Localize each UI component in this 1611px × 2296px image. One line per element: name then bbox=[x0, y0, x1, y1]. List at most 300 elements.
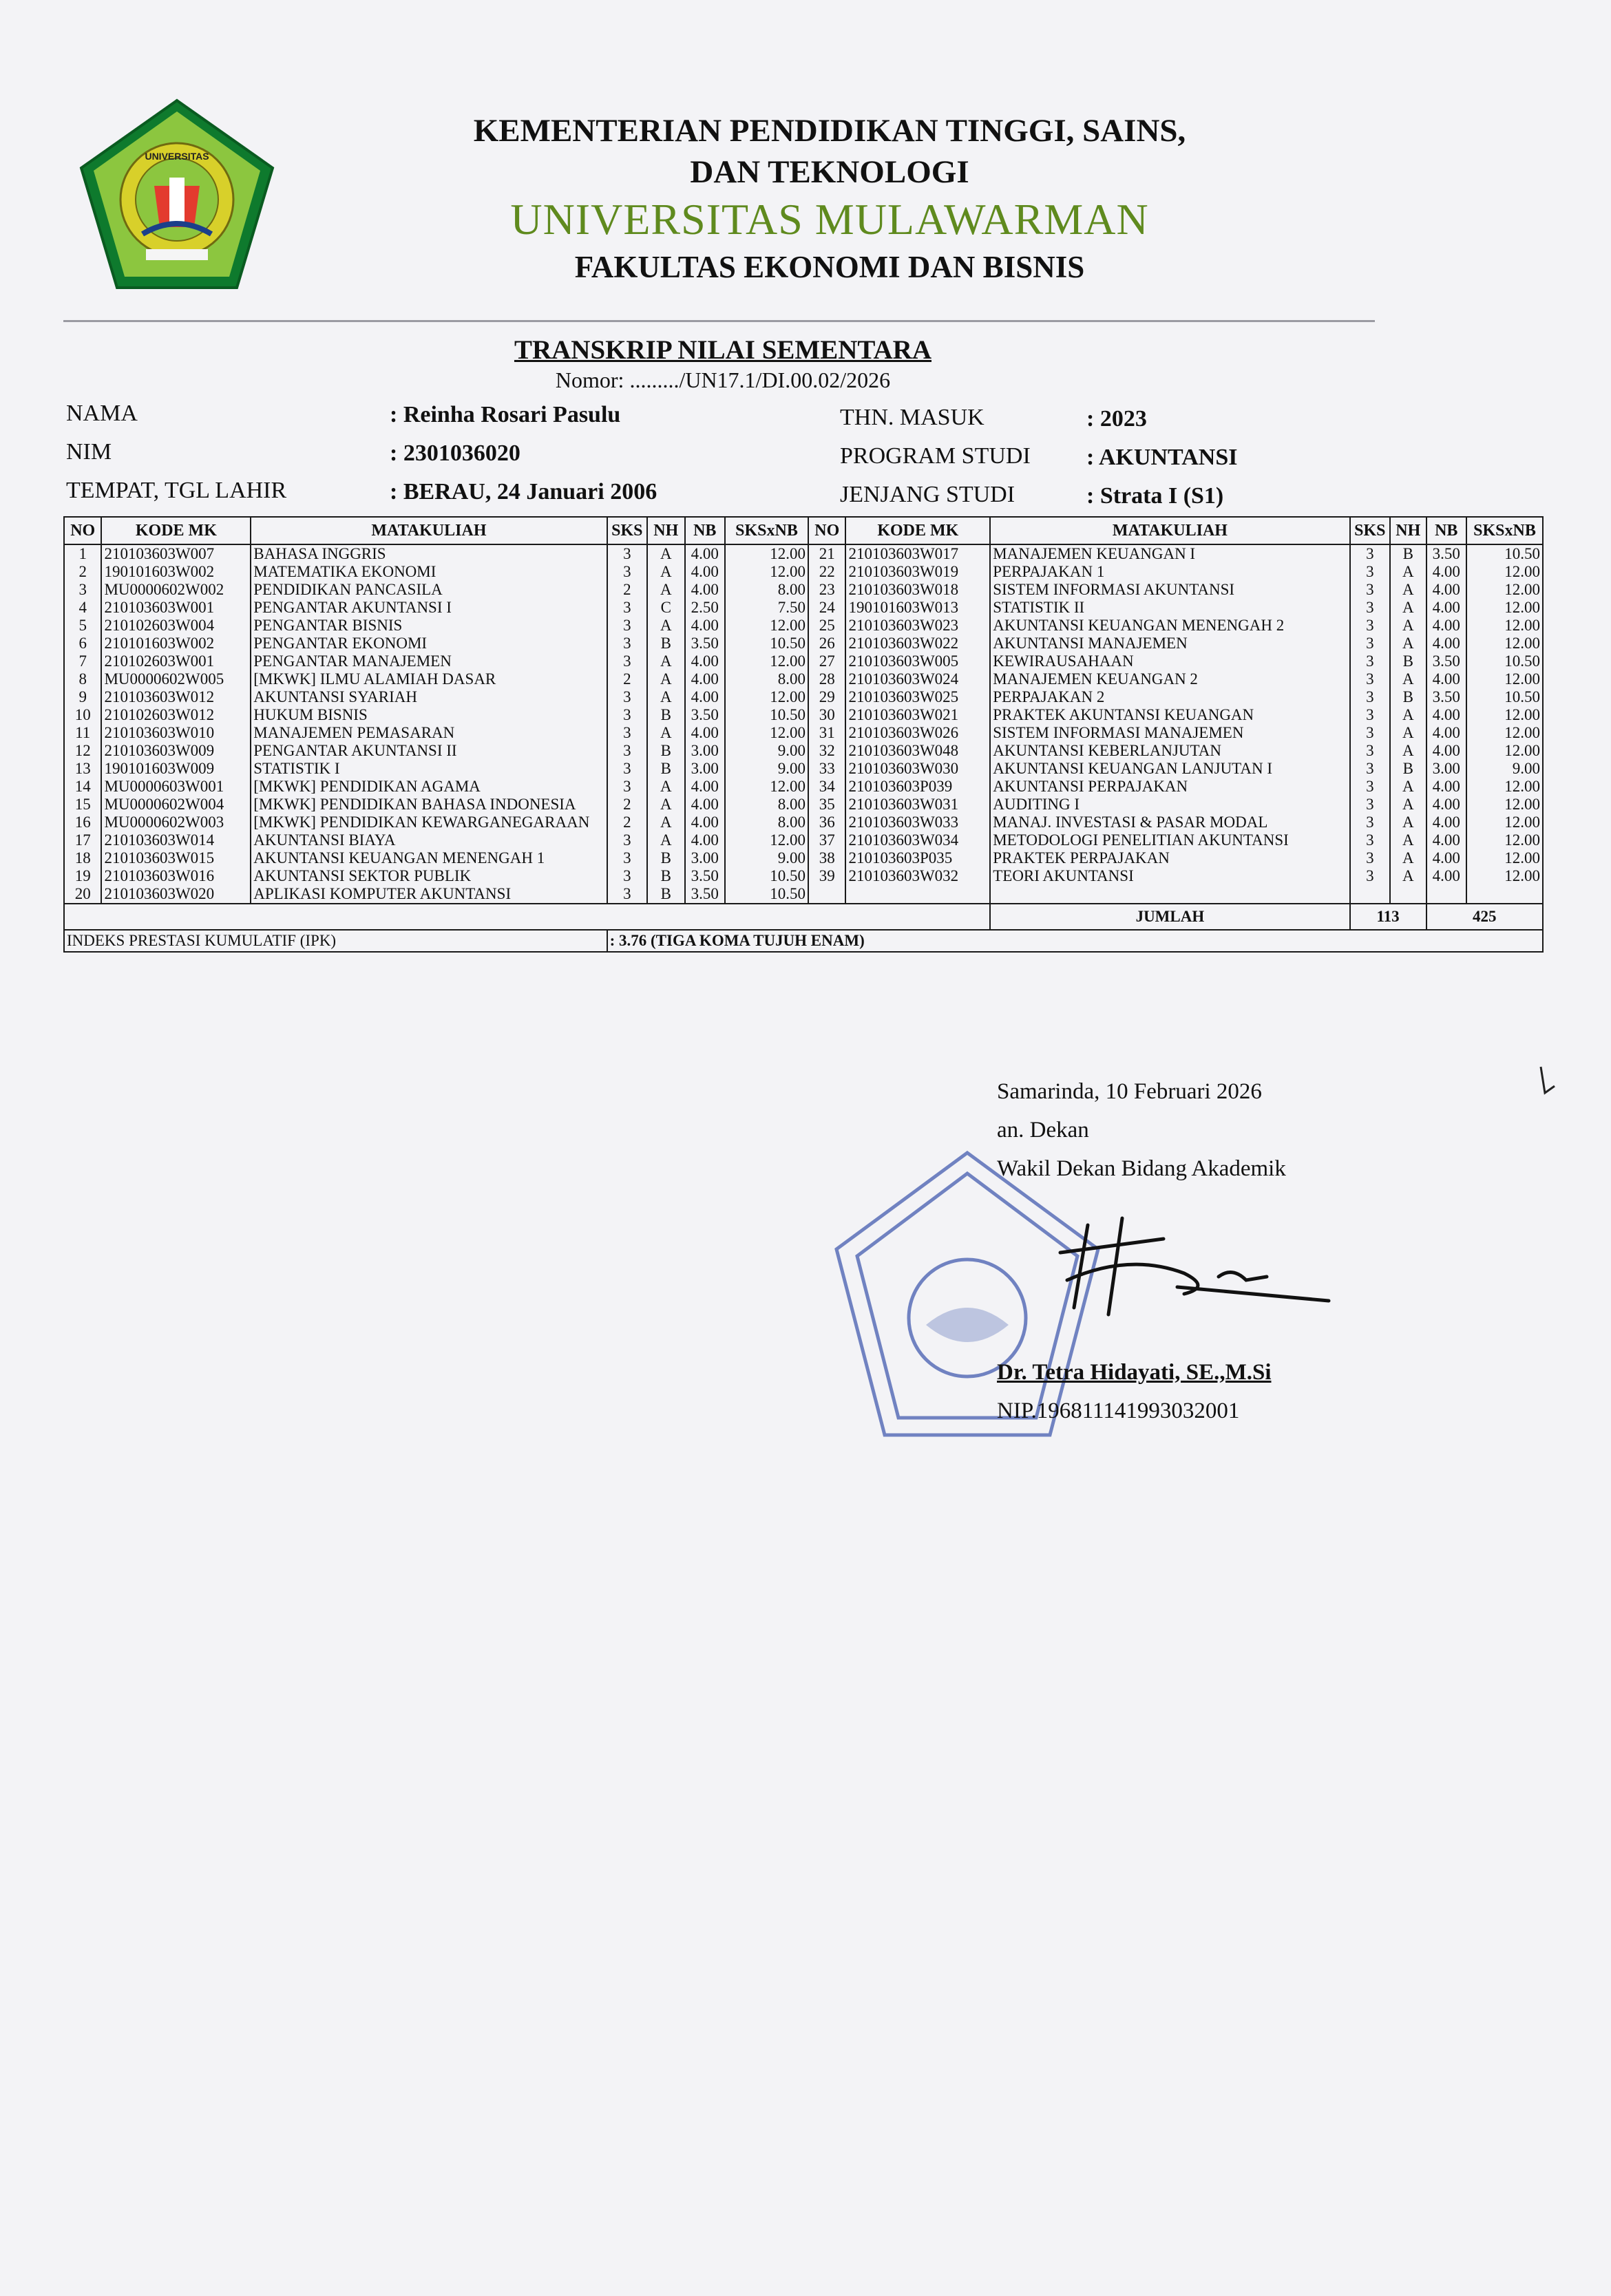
row-no: 19 bbox=[64, 867, 101, 885]
course-name: [MKWK] PENDIDIKAN AGAMA bbox=[251, 778, 607, 796]
nb: 4.00 bbox=[685, 563, 725, 581]
table-row bbox=[64, 599, 1543, 617]
row-no: 9 bbox=[64, 688, 101, 706]
nb: 4.00 bbox=[685, 814, 725, 831]
row-no: 20 bbox=[64, 885, 101, 904]
nh: A bbox=[647, 688, 684, 706]
course-code: 210103603W018 bbox=[845, 581, 990, 599]
nh: B bbox=[647, 867, 684, 885]
course-code: 210103603W016 bbox=[101, 867, 251, 885]
row-no: 34 bbox=[808, 778, 845, 796]
nb: 4.00 bbox=[1426, 724, 1466, 742]
total-row bbox=[64, 904, 1543, 930]
sks-x-nb: 7.50 bbox=[725, 599, 808, 617]
nh: A bbox=[1390, 742, 1426, 760]
sks: 3 bbox=[607, 599, 647, 617]
sks-x-nb: 12.00 bbox=[1466, 867, 1543, 885]
nb: 4.00 bbox=[1426, 706, 1466, 724]
nb: 4.00 bbox=[685, 831, 725, 849]
row-no: 23 bbox=[808, 581, 845, 599]
sks: 3 bbox=[607, 635, 647, 652]
sks-x-nb: 10.50 bbox=[1466, 544, 1543, 563]
nb: 4.00 bbox=[685, 688, 725, 706]
course-name: AKUNTANSI KEUANGAN MENENGAH 2 bbox=[990, 617, 1349, 635]
nb: 4.00 bbox=[1426, 563, 1466, 581]
year-label: THN. MASUK bbox=[840, 405, 984, 430]
course-name: SISTEM INFORMASI MANAJEMEN bbox=[990, 724, 1349, 742]
table-header-row bbox=[64, 517, 1543, 544]
course-name: PRAKTEK AKUNTANSI KEUANGAN bbox=[990, 706, 1349, 724]
sks: 2 bbox=[607, 670, 647, 688]
col-header: NB bbox=[1426, 517, 1466, 544]
table-row bbox=[64, 849, 1543, 867]
sks-x-nb: 12.00 bbox=[1466, 849, 1543, 867]
sks: 3 bbox=[1350, 831, 1390, 849]
nb: 4.00 bbox=[1426, 867, 1466, 885]
table-row bbox=[64, 581, 1543, 599]
nb: 3.50 bbox=[1426, 652, 1466, 670]
nh: A bbox=[1390, 814, 1426, 831]
sks: 3 bbox=[1350, 814, 1390, 831]
header-divider bbox=[63, 320, 1375, 322]
course-code: 210102603W012 bbox=[101, 706, 251, 724]
level-value: : Strata I (S1) bbox=[1086, 483, 1224, 509]
nh: B bbox=[1390, 652, 1426, 670]
nb: 4.00 bbox=[1426, 778, 1466, 796]
sks-x-nb: 12.00 bbox=[1466, 706, 1543, 724]
sks: 2 bbox=[607, 796, 647, 814]
row-no: 7 bbox=[64, 652, 101, 670]
course-code: 210103603W048 bbox=[845, 742, 990, 760]
nb: 4.00 bbox=[685, 796, 725, 814]
sks: 3 bbox=[1350, 706, 1390, 724]
nh: A bbox=[1390, 849, 1426, 867]
col-header: NH bbox=[1390, 517, 1426, 544]
sks-x-nb: 12.00 bbox=[1466, 599, 1543, 617]
course-name: TEORI AKUNTANSI bbox=[990, 867, 1349, 885]
sks-x-nb: 12.00 bbox=[1466, 742, 1543, 760]
col-header: NO bbox=[808, 517, 845, 544]
row-no: 14 bbox=[64, 778, 101, 796]
nb: 4.00 bbox=[1426, 599, 1466, 617]
sks: 3 bbox=[1350, 724, 1390, 742]
nim-value: : 2301036020 bbox=[390, 440, 520, 466]
col-header: KODE MK bbox=[101, 517, 251, 544]
course-code: 210103603W022 bbox=[845, 635, 990, 652]
row-no: 18 bbox=[64, 849, 101, 867]
nb: 3.50 bbox=[685, 706, 725, 724]
sks: 3 bbox=[1350, 796, 1390, 814]
col-header: NB bbox=[685, 517, 725, 544]
nb: 4.00 bbox=[685, 778, 725, 796]
nh: A bbox=[1390, 796, 1426, 814]
nb bbox=[1426, 885, 1466, 904]
course-name: APLIKASI KOMPUTER AKUNTANSI bbox=[251, 885, 607, 904]
course-code: 210103603W019 bbox=[845, 563, 990, 581]
nh: B bbox=[647, 760, 684, 778]
course-name: SISTEM INFORMASI AKUNTANSI bbox=[990, 581, 1349, 599]
sks: 3 bbox=[1350, 617, 1390, 635]
sks: 3 bbox=[607, 831, 647, 849]
col-header: KODE MK bbox=[845, 517, 990, 544]
table-row bbox=[64, 867, 1543, 885]
nh: B bbox=[647, 849, 684, 867]
course-code: MU0000602W002 bbox=[101, 581, 251, 599]
course-name: PENGANTAR MANAJEMEN bbox=[251, 652, 607, 670]
sks-x-nb: 12.00 bbox=[725, 563, 808, 581]
course-code: 210103603W009 bbox=[101, 742, 251, 760]
document-title: TRANSKRIP NILAI SEMENTARA bbox=[514, 335, 932, 365]
nb: 4.00 bbox=[685, 724, 725, 742]
nh: A bbox=[647, 814, 684, 831]
sks-x-nb: 12.00 bbox=[1466, 831, 1543, 849]
course-name: PERPAJAKAN 1 bbox=[990, 563, 1349, 581]
sks bbox=[1350, 885, 1390, 904]
sks: 3 bbox=[1350, 544, 1390, 563]
nb: 4.00 bbox=[1426, 814, 1466, 831]
nb: 3.50 bbox=[685, 885, 725, 904]
course-code: 210103603W010 bbox=[101, 724, 251, 742]
nh: A bbox=[1390, 617, 1426, 635]
row-no: 8 bbox=[64, 670, 101, 688]
col-header: SKSxNB bbox=[1466, 517, 1543, 544]
sks-x-nb: 12.00 bbox=[725, 831, 808, 849]
total-spacer bbox=[64, 904, 990, 930]
sks: 3 bbox=[607, 544, 647, 563]
row-no: 4 bbox=[64, 599, 101, 617]
row-no: 12 bbox=[64, 742, 101, 760]
letterhead bbox=[386, 110, 1274, 288]
row-no: 21 bbox=[808, 544, 845, 563]
row-no: 36 bbox=[808, 814, 845, 831]
sks: 3 bbox=[607, 760, 647, 778]
table-row bbox=[64, 652, 1543, 670]
table-row bbox=[64, 796, 1543, 814]
sks: 3 bbox=[607, 778, 647, 796]
course-name: AKUNTANSI MANAJEMEN bbox=[990, 635, 1349, 652]
course-name: AKUNTANSI KEBERLANJUTAN bbox=[990, 742, 1349, 760]
table-row bbox=[64, 778, 1543, 796]
nh: A bbox=[647, 778, 684, 796]
grades-body bbox=[64, 544, 1543, 904]
sks-x-nb: 12.00 bbox=[1466, 778, 1543, 796]
sks: 3 bbox=[1350, 599, 1390, 617]
sks: 3 bbox=[607, 885, 647, 904]
course-name: AKUNTANSI PERPAJAKAN bbox=[990, 778, 1349, 796]
nh: C bbox=[647, 599, 684, 617]
sks-x-nb: 12.00 bbox=[1466, 581, 1543, 599]
course-name: [MKWK] PENDIDIKAN KEWARGANEGARAAN bbox=[251, 814, 607, 831]
document-number: Nomor: ........./UN17.1/DI.00.02/2026 bbox=[555, 368, 891, 392]
row-no: 27 bbox=[808, 652, 845, 670]
row-no: 33 bbox=[808, 760, 845, 778]
nb: 3.50 bbox=[685, 635, 725, 652]
nh: A bbox=[647, 617, 684, 635]
nb: 3.00 bbox=[685, 742, 725, 760]
nh: B bbox=[1390, 760, 1426, 778]
nb: 4.00 bbox=[685, 617, 725, 635]
nb: 3.50 bbox=[685, 867, 725, 885]
course-code: MU0000603W001 bbox=[101, 778, 251, 796]
nh: A bbox=[647, 581, 684, 599]
course-code: 210103603W034 bbox=[845, 831, 990, 849]
sks: 3 bbox=[1350, 778, 1390, 796]
row-no: 25 bbox=[808, 617, 845, 635]
nh: A bbox=[647, 544, 684, 563]
nh: A bbox=[1390, 670, 1426, 688]
sks-x-nb: 8.00 bbox=[725, 670, 808, 688]
sks-x-nb: 12.00 bbox=[725, 544, 808, 563]
sks: 3 bbox=[1350, 760, 1390, 778]
course-code: 210101603W002 bbox=[101, 635, 251, 652]
course-name: [MKWK] ILMU ALAMIAH DASAR bbox=[251, 670, 607, 688]
row-no: 32 bbox=[808, 742, 845, 760]
course-name: BAHASA INGGRIS bbox=[251, 544, 607, 563]
course-code: 210103603W015 bbox=[101, 849, 251, 867]
nb: 4.00 bbox=[685, 652, 725, 670]
course-name: STATISTIK II bbox=[990, 599, 1349, 617]
nh: A bbox=[1390, 831, 1426, 849]
signer-nip: NIP.196811141993032001 bbox=[997, 1399, 1240, 1423]
sks: 3 bbox=[1350, 688, 1390, 706]
nb: 4.00 bbox=[685, 544, 725, 563]
sks-x-nb: 12.00 bbox=[1466, 617, 1543, 635]
row-no: 11 bbox=[64, 724, 101, 742]
course-code: 210103603W014 bbox=[101, 831, 251, 849]
sks-x-nb: 8.00 bbox=[725, 814, 808, 831]
nh: B bbox=[647, 635, 684, 652]
nh: A bbox=[1390, 635, 1426, 652]
row-no: 17 bbox=[64, 831, 101, 849]
sks-x-nb: 10.50 bbox=[725, 635, 808, 652]
name-value: : Reinha Rosari Pasulu bbox=[390, 402, 621, 427]
course-name: AKUNTANSI SYARIAH bbox=[251, 688, 607, 706]
nb: 4.00 bbox=[1426, 831, 1466, 849]
course-code: 210103603W025 bbox=[845, 688, 990, 706]
course-name: AKUNTANSI KEUANGAN LANJUTAN I bbox=[990, 760, 1349, 778]
nb: 4.00 bbox=[1426, 796, 1466, 814]
sks-x-nb: 12.00 bbox=[1466, 635, 1543, 652]
university-name: UNIVERSITAS MULAWARMAN bbox=[510, 195, 1149, 244]
sks-x-nb bbox=[1466, 885, 1543, 904]
row-no: 39 bbox=[808, 867, 845, 885]
nb: 4.00 bbox=[1426, 849, 1466, 867]
ministry-line-1: KEMENTERIAN PENDIDIKAN TINGGI, SAINS, bbox=[473, 113, 1186, 149]
table-row bbox=[64, 724, 1543, 742]
course-name: PENGANTAR EKONOMI bbox=[251, 635, 607, 652]
row-no: 1 bbox=[64, 544, 101, 563]
course-code: 210103603P039 bbox=[845, 778, 990, 796]
table-row bbox=[64, 831, 1543, 849]
course-code: MU0000602W004 bbox=[101, 796, 251, 814]
sks-x-nb: 10.50 bbox=[1466, 688, 1543, 706]
ipk-value: : 3.76 (TIGA KOMA TUJUH ENAM) bbox=[607, 930, 1543, 952]
nh: A bbox=[1390, 724, 1426, 742]
course-name: MANAJEMEN KEUANGAN I bbox=[990, 544, 1349, 563]
sks-x-nb: 12.00 bbox=[1466, 814, 1543, 831]
course-code: 210103603P035 bbox=[845, 849, 990, 867]
sks: 2 bbox=[607, 814, 647, 831]
total-sks: 113 bbox=[1350, 904, 1426, 930]
course-name: AKUNTANSI BIAYA bbox=[251, 831, 607, 849]
nb: 4.00 bbox=[1426, 617, 1466, 635]
sks-x-nb: 9.00 bbox=[725, 849, 808, 867]
sks: 3 bbox=[1350, 867, 1390, 885]
sks-x-nb: 12.00 bbox=[725, 778, 808, 796]
row-no: 31 bbox=[808, 724, 845, 742]
course-code: 190101603W009 bbox=[101, 760, 251, 778]
total-sksxnb: 425 bbox=[1426, 904, 1543, 930]
university-logo bbox=[77, 96, 277, 293]
sks-x-nb: 10.50 bbox=[725, 867, 808, 885]
logo-text: UNIVERSITAS bbox=[145, 151, 209, 162]
sks: 3 bbox=[607, 867, 647, 885]
sks-x-nb: 10.50 bbox=[1466, 652, 1543, 670]
row-no: 35 bbox=[808, 796, 845, 814]
course-name: MANAJ. INVESTASI & PASAR MODAL bbox=[990, 814, 1349, 831]
sks-x-nb: 9.00 bbox=[1466, 760, 1543, 778]
nh: B bbox=[647, 742, 684, 760]
course-code: 210103603W026 bbox=[845, 724, 990, 742]
nh: A bbox=[647, 831, 684, 849]
nb: 4.00 bbox=[685, 581, 725, 599]
sks: 3 bbox=[607, 563, 647, 581]
sks-x-nb: 8.00 bbox=[725, 581, 808, 599]
sks: 3 bbox=[607, 652, 647, 670]
course-name bbox=[990, 885, 1349, 904]
course-code: 190101603W013 bbox=[845, 599, 990, 617]
faculty-name: FAKULTAS EKONOMI DAN BISNIS bbox=[574, 250, 1085, 284]
nh bbox=[1390, 885, 1426, 904]
nh: B bbox=[647, 706, 684, 724]
sks: 3 bbox=[1350, 581, 1390, 599]
sks: 3 bbox=[1350, 635, 1390, 652]
row-no: 22 bbox=[808, 563, 845, 581]
place-date: Samarinda, 10 Februari 2026 bbox=[997, 1079, 1262, 1104]
table-row bbox=[64, 760, 1543, 778]
course-name: PENGANTAR AKUNTANSI I bbox=[251, 599, 607, 617]
nh: A bbox=[647, 652, 684, 670]
course-code: 210102603W004 bbox=[101, 617, 251, 635]
table-row bbox=[64, 885, 1543, 904]
course-code: 190101603W002 bbox=[101, 563, 251, 581]
course-code: 210103603W020 bbox=[101, 885, 251, 904]
table-row bbox=[64, 706, 1543, 724]
ministry-line-2: DAN TEKNOLOGI bbox=[690, 154, 969, 190]
sks: 3 bbox=[1350, 742, 1390, 760]
course-name: MATEMATIKA EKONOMI bbox=[251, 563, 607, 581]
nh: A bbox=[647, 724, 684, 742]
course-code: MU0000602W005 bbox=[101, 670, 251, 688]
row-no: 3 bbox=[64, 581, 101, 599]
course-code: 210103603W017 bbox=[845, 544, 990, 563]
course-code: 210103603W007 bbox=[101, 544, 251, 563]
course-code: 210103603W030 bbox=[845, 760, 990, 778]
grades-table bbox=[63, 516, 1544, 953]
sks-x-nb: 12.00 bbox=[725, 652, 808, 670]
sks-x-nb: 12.00 bbox=[1466, 670, 1543, 688]
col-header: NH bbox=[647, 517, 684, 544]
course-name: PERPAJAKAN 2 bbox=[990, 688, 1349, 706]
nb: 4.00 bbox=[1426, 635, 1466, 652]
nh: A bbox=[1390, 581, 1426, 599]
course-name: PRAKTEK PERPAJAKAN bbox=[990, 849, 1349, 867]
course-code: 210103603W023 bbox=[845, 617, 990, 635]
table-row bbox=[64, 617, 1543, 635]
sks-x-nb: 10.50 bbox=[725, 706, 808, 724]
course-code: 210103603W001 bbox=[101, 599, 251, 617]
course-code: 210103603W033 bbox=[845, 814, 990, 831]
table-row bbox=[64, 688, 1543, 706]
sks: 2 bbox=[607, 581, 647, 599]
nb: 3.00 bbox=[685, 760, 725, 778]
sks: 3 bbox=[607, 688, 647, 706]
course-name: PENDIDIKAN PANCASILA bbox=[251, 581, 607, 599]
table-row bbox=[64, 563, 1543, 581]
row-no: 29 bbox=[808, 688, 845, 706]
col-header: MATAKULIAH bbox=[251, 517, 607, 544]
course-code bbox=[845, 885, 990, 904]
course-code: 210103603W012 bbox=[101, 688, 251, 706]
nh: B bbox=[1390, 688, 1426, 706]
course-code: 210103603W005 bbox=[845, 652, 990, 670]
course-name: AKUNTANSI KEUANGAN MENENGAH 1 bbox=[251, 849, 607, 867]
birth-label: TEMPAT, TGL LAHIR bbox=[66, 478, 287, 503]
row-no: 2 bbox=[64, 563, 101, 581]
col-header: SKS bbox=[607, 517, 647, 544]
nb: 3.00 bbox=[1426, 760, 1466, 778]
course-name: HUKUM BISNIS bbox=[251, 706, 607, 724]
course-code: 210102603W001 bbox=[101, 652, 251, 670]
nb: 4.00 bbox=[1426, 670, 1466, 688]
nh: A bbox=[1390, 563, 1426, 581]
course-name: [MKWK] PENDIDIKAN BAHASA INDONESIA bbox=[251, 796, 607, 814]
table-row bbox=[64, 814, 1543, 831]
nh: A bbox=[647, 796, 684, 814]
on-behalf-dean: an. Dekan bbox=[997, 1118, 1089, 1142]
course-name: STATISTIK I bbox=[251, 760, 607, 778]
nb: 4.00 bbox=[685, 670, 725, 688]
program-value: : AKUNTANSI bbox=[1086, 445, 1238, 470]
course-name: AKUNTANSI SEKTOR PUBLIK bbox=[251, 867, 607, 885]
sks: 3 bbox=[607, 849, 647, 867]
sks: 3 bbox=[1350, 563, 1390, 581]
sks-x-nb: 10.50 bbox=[725, 885, 808, 904]
row-no: 5 bbox=[64, 617, 101, 635]
row-no: 28 bbox=[808, 670, 845, 688]
nb: 3.50 bbox=[1426, 688, 1466, 706]
nim-label: NIM bbox=[66, 439, 112, 465]
total-label: JUMLAH bbox=[990, 904, 1349, 930]
course-code: 210103603W021 bbox=[845, 706, 990, 724]
row-no: 30 bbox=[808, 706, 845, 724]
sks-x-nb: 12.00 bbox=[725, 724, 808, 742]
table-row bbox=[64, 670, 1543, 688]
sks: 3 bbox=[1350, 849, 1390, 867]
nh: B bbox=[1390, 544, 1426, 563]
ipk-row bbox=[64, 930, 1543, 952]
sks-x-nb: 12.00 bbox=[1466, 796, 1543, 814]
row-no bbox=[808, 885, 845, 904]
sks-x-nb: 9.00 bbox=[725, 760, 808, 778]
sks: 3 bbox=[607, 706, 647, 724]
sks-x-nb: 12.00 bbox=[725, 688, 808, 706]
nh: A bbox=[1390, 778, 1426, 796]
col-header: SKSxNB bbox=[725, 517, 808, 544]
sks: 3 bbox=[1350, 652, 1390, 670]
nh: A bbox=[647, 670, 684, 688]
row-no: 6 bbox=[64, 635, 101, 652]
